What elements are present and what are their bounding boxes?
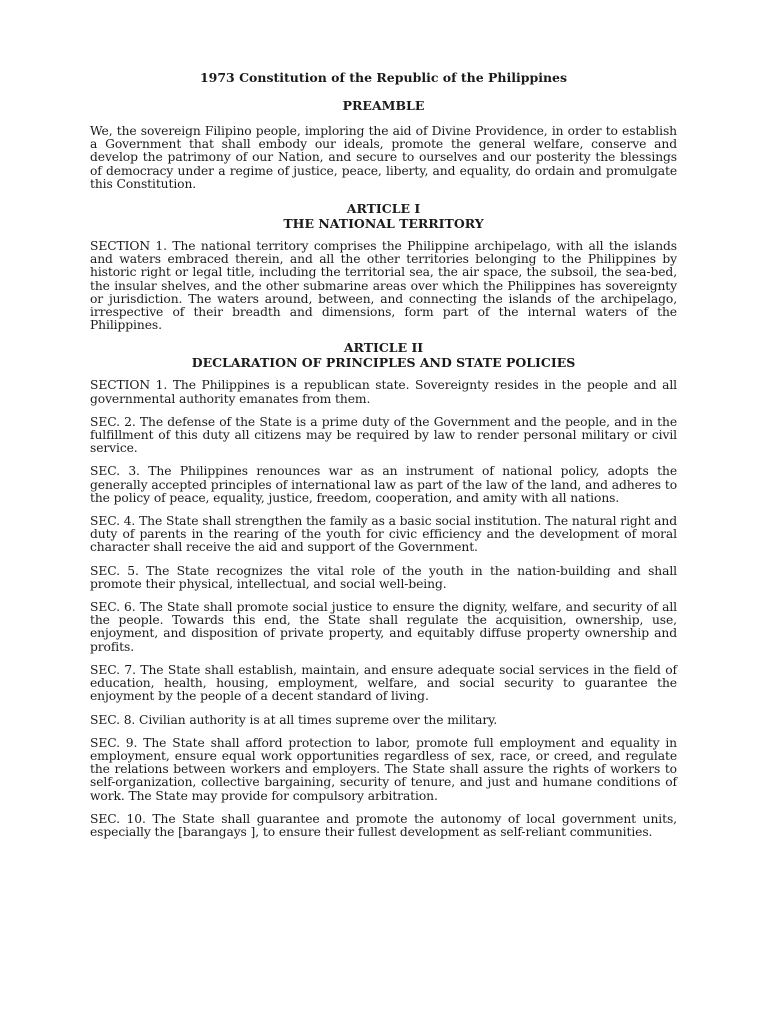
article-2-section-7: SEC. 7. The State shall establish, maintain, and ensure adequate social services in the field of education, health, housing, employment, welfare, and social security to guarantee the enjoyment by the people of a decent standard of living.	[90, 662, 677, 704]
article-2-title: DECLARATION OF PRINCIPLES AND STATE POLICIES	[191, 355, 576, 371]
document-title: 1973 Constitution of the Republic of the Philippines	[199, 70, 568, 85]
article-2-section-10: SEC. 10. The State shall guarantee and promote the autonomy of local government units, especially the [barangays ], to ensure their fullest development as self-reliant communities.	[90, 811, 677, 839]
article-1-number: ARTICLE I	[346, 201, 421, 217]
article-2-section-1: SECTION 1. The Philippines is a republican state. Sovereignty resides in the people and all governmental authority emanates from them.	[90, 378, 677, 406]
article-2-section-8: SEC. 8. Civilian authority is at all times supreme over the military.	[90, 712, 498, 727]
preamble-text: We, the sovereign Filipino people, imploring the aid of Divine Providence, in order to establish a Government that shall embody our ideals, promote the general welfare, conserve and develop the patrimony of our Nation, and secure to ourselves and our posterity the blessings of democracy under a regime of justice, peace, liberty, and equality, do ordain and promulgate this Constitution.	[90, 124, 677, 191]
article-2-section-6: SEC. 6. The State shall promote social justice to ensure the dignity, welfare, and security of all the people. Towards this end, the State shall regulate the acquisition, ownership, use, enjoyment, and disposition of private property, and equitably diffuse property ownership and profits.	[90, 600, 677, 654]
article-1-section-1: SECTION 1. The national territory comprises the Philippine archipelago, with all the islands and waters embraced therein, and all the other territories belonging to the Philippines by historic right or legal title, including the territorial sea, the air space, the subsoil, the sea-bed, the insular shelves, and the other submarine areas over which the Philippines has sovereignty or jurisdiction. The waters around, between, and connecting the islands of the archipelago, irrespective of their breadth and dimensions, form part of the internal waters of the Philippines.	[90, 239, 677, 333]
article-2-section-5: SEC. 5. The State recognizes the vital role of the youth in the nation-building and shall promote their physical, intellectual, and social well-being.	[90, 563, 677, 591]
article-2-section-9: SEC. 9. The State shall afford protection to labor, promote full employment and equality in employment, ensure equal work opportunities regardless of sex, race, or creed, and regulate the relations between workers and employers. The State shall assure the rights of workers to self-organization, collective bargaining, security of tenure, and just and humane conditions of work. The State may provide for compulsory arbitration.	[90, 735, 677, 803]
article-2-section-4: SEC. 4. The State shall strengthen the family as a basic social institution. The natural right and duty of parents in the rearing of the youth for civic efficiency and the development of moral character shall receive the aid and support of the Government.	[90, 514, 677, 555]
article-2-heading	[90, 340, 677, 370]
article-2-section-3: SEC. 3. The Philippines renounces war as an instrument of national policy, adopts the generally accepted principles of international law as part of the law of the land, and adheres to the policy of peace, equality, justice, freedom, cooperation, and amity with all nations.	[90, 464, 677, 505]
article-2-section-2: SEC. 2. The defense of the State is a prime duty of the Government and the people, and in the fulfillment of this duty all citizens may be required by law to render personal military or civil service.	[90, 414, 677, 456]
document-page	[90, 70, 677, 849]
article-1-title: THE NATIONAL TERRITORY	[283, 216, 484, 232]
article-1-heading	[90, 201, 677, 231]
article-2-number: ARTICLE II	[343, 340, 424, 356]
preamble-heading: PREAMBLE	[342, 98, 425, 113]
